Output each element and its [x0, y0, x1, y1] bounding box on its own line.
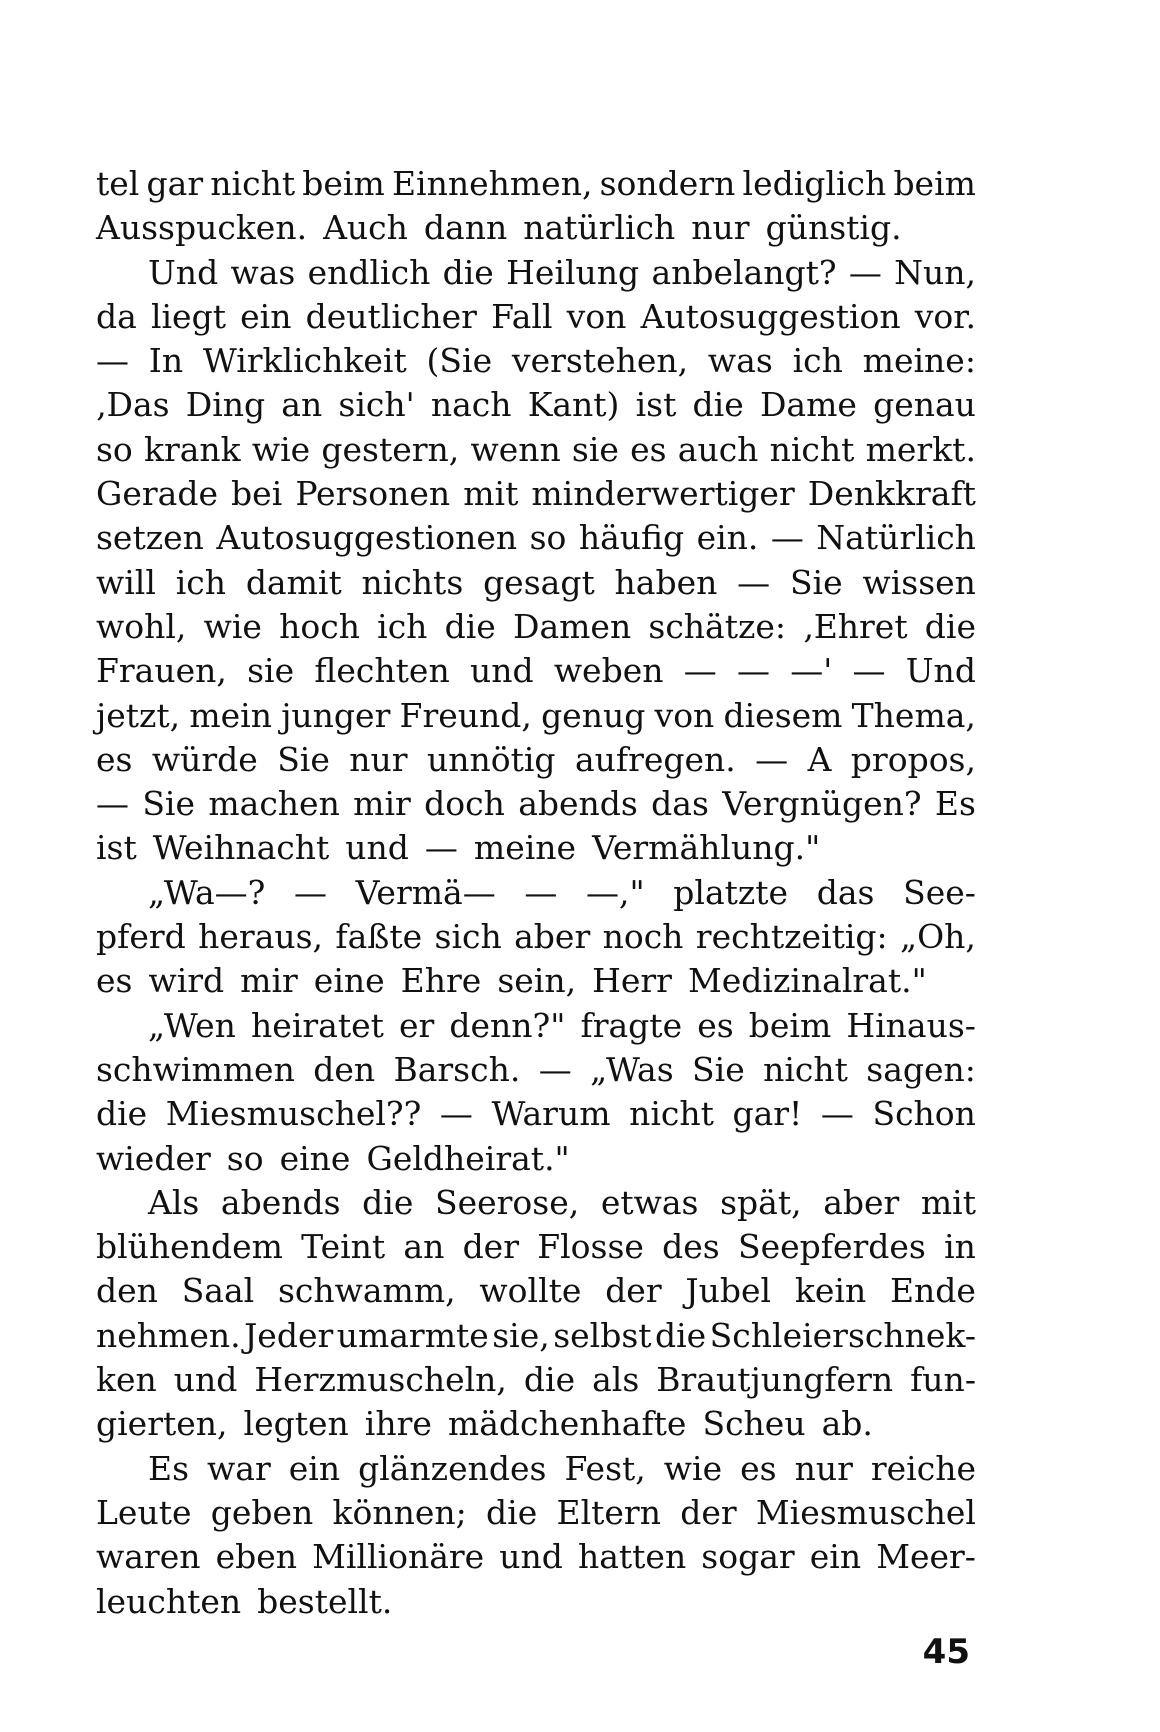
word: ein	[240, 296, 292, 336]
word: bestellt.	[257, 1581, 393, 1621]
word: das	[816, 872, 875, 912]
word: Leute	[96, 1492, 192, 1532]
word: die	[444, 606, 496, 646]
word: die	[362, 1182, 414, 1222]
word: fragte	[580, 1005, 683, 1045]
text-line	[96, 1447, 976, 1491]
word: nicht	[210, 164, 296, 203]
word: geben	[210, 1492, 314, 1532]
word: an	[281, 385, 323, 425]
word: Weihnacht	[152, 828, 330, 868]
word: waren	[96, 1537, 201, 1577]
word: diesem	[723, 695, 843, 735]
word: die	[96, 1094, 148, 1134]
word: Schleierschnek-	[709, 1315, 976, 1355]
word: aber	[823, 1182, 900, 1222]
word: die	[924, 606, 976, 646]
word: Sie	[277, 739, 330, 779]
word: es	[630, 429, 667, 469]
word: der	[462, 1227, 519, 1267]
word: nicht	[629, 1094, 714, 1134]
word: die	[523, 1360, 576, 1400]
word: propos,	[850, 739, 976, 779]
text-line	[96, 1048, 976, 1092]
word: Ende	[889, 1271, 976, 1311]
word: mit	[463, 474, 519, 514]
word: meine	[473, 828, 577, 868]
word: ‚Ehret	[803, 606, 908, 646]
word: Vermählung."	[592, 828, 821, 868]
word: Herr	[592, 961, 672, 1001]
word: mit	[920, 1182, 976, 1222]
word: und	[469, 651, 534, 691]
word: Ding	[185, 385, 266, 425]
word: wie	[251, 429, 311, 469]
word: Scheu	[702, 1404, 806, 1444]
word: Seerose,	[434, 1182, 580, 1222]
word: —	[293, 872, 327, 912]
word: Dame	[759, 385, 857, 425]
word: das	[651, 784, 709, 824]
word: der	[680, 1492, 737, 1532]
word: beim	[893, 164, 976, 203]
word: gar	[146, 164, 204, 203]
text-line	[96, 1402, 976, 1446]
word: nach	[430, 385, 512, 425]
word: doch	[424, 784, 505, 824]
text-line	[96, 1004, 976, 1048]
word: dann	[423, 208, 508, 248]
word: Nun,	[894, 252, 976, 292]
word: was	[707, 341, 773, 381]
word: ich	[175, 562, 227, 602]
word: da	[96, 296, 137, 336]
word: rechtzeitig:	[695, 917, 888, 957]
word: Ehre	[400, 961, 482, 1001]
word: wieder	[96, 1138, 211, 1178]
text-line	[96, 1137, 976, 1181]
text-line	[96, 1314, 976, 1358]
text-line	[96, 516, 976, 560]
word: Gerade	[96, 474, 218, 514]
word: gestern,	[321, 429, 460, 469]
word: —	[538, 1049, 572, 1089]
word: schwamm,	[277, 1271, 456, 1311]
word: Millionäre	[312, 1537, 485, 1577]
word: häufig	[578, 518, 685, 558]
word: blühendem	[96, 1227, 283, 1267]
word: Es	[148, 1448, 190, 1488]
word: schwimmen	[96, 1049, 295, 1089]
word: ‚Das	[96, 385, 170, 425]
word: ich	[377, 606, 428, 646]
word: so	[226, 1138, 264, 1178]
word: Eltern	[556, 1492, 661, 1532]
word: In	[148, 341, 184, 381]
text-line	[96, 428, 976, 472]
word: Flosse	[537, 1227, 644, 1267]
word: unnötig	[426, 739, 556, 779]
text-line	[96, 1181, 976, 1225]
word: sie,	[492, 1315, 550, 1355]
word: in	[944, 1227, 976, 1267]
word: —	[96, 784, 129, 824]
word: nur	[691, 208, 750, 248]
word: Einnehmen,	[391, 164, 593, 203]
word: gar!	[732, 1094, 803, 1134]
word: wird	[148, 961, 225, 1001]
word: Schon	[872, 1094, 976, 1134]
word: mir	[353, 784, 411, 824]
word: Als	[148, 1182, 200, 1222]
word: Autosuggestionen	[216, 518, 518, 558]
word: nur	[794, 1448, 853, 1488]
word: —'	[790, 651, 833, 691]
word: Medizinalrat."	[687, 961, 927, 1001]
text-line	[96, 1491, 976, 1535]
word: Kant)	[527, 385, 620, 425]
word: nur	[349, 739, 408, 779]
word: ist	[635, 385, 677, 425]
word: sich'	[338, 385, 415, 425]
word: endlich	[307, 252, 431, 292]
word: fun-	[910, 1360, 976, 1400]
word: als	[592, 1360, 640, 1400]
word: —	[770, 518, 804, 558]
text-line	[96, 694, 976, 738]
word: natürlich	[523, 208, 676, 248]
word: wollte	[479, 1271, 582, 1311]
word: anbelangt?	[651, 252, 837, 292]
word: hoch	[279, 606, 360, 646]
word: minderwertiger	[531, 474, 795, 514]
word: —	[736, 651, 770, 691]
word: meine:	[862, 341, 976, 381]
word: es	[740, 1448, 777, 1488]
word: es	[96, 961, 133, 1001]
word: platzte	[673, 872, 789, 912]
word: beim	[748, 1005, 832, 1045]
text-line	[96, 959, 976, 1003]
word: er	[398, 1005, 435, 1045]
text-line	[96, 1225, 976, 1269]
text-line	[96, 649, 976, 693]
word: hatten	[577, 1537, 687, 1577]
word: eben	[215, 1537, 297, 1577]
word: die	[655, 1315, 707, 1355]
word: sein,	[497, 961, 577, 1001]
word: selbst	[553, 1315, 652, 1355]
word: genug	[541, 695, 646, 735]
word: Brautjungfern	[656, 1360, 894, 1400]
word: mädchenhafte	[447, 1404, 687, 1444]
word: verstehen,	[511, 341, 689, 381]
word: Seepferdes	[737, 1227, 926, 1267]
word: nicht	[769, 429, 855, 469]
word: Denkkraft	[807, 474, 976, 514]
word: auch	[677, 429, 759, 469]
text-line	[96, 472, 976, 516]
page-number: 45	[922, 1632, 970, 1672]
word: die	[442, 252, 494, 292]
text-line	[96, 826, 976, 870]
word: Ausspucken.	[96, 208, 308, 248]
word: vor.	[914, 296, 976, 336]
word: Personen	[295, 474, 451, 514]
word: mein	[189, 695, 272, 735]
word: —	[424, 828, 458, 868]
word: setzen	[96, 518, 204, 558]
word: wissen	[862, 562, 976, 602]
word: —	[683, 651, 717, 691]
word: was	[230, 252, 296, 292]
word: etwas	[600, 1182, 699, 1222]
text-line	[96, 383, 976, 427]
word: Sie	[789, 562, 843, 602]
word: Natürlich	[816, 518, 976, 558]
word: haben	[614, 562, 718, 602]
word: A	[807, 739, 832, 779]
word: schätze:	[648, 606, 787, 646]
word: weben	[553, 651, 664, 691]
word: eine	[279, 1138, 351, 1178]
word: genau	[873, 385, 976, 425]
word: lediglich	[742, 164, 887, 203]
word: —	[439, 1094, 473, 1134]
word: Hinaus-	[846, 1005, 976, 1045]
word: an	[403, 1227, 445, 1267]
text-line	[96, 1580, 976, 1624]
word: wie	[663, 1448, 723, 1488]
word: —	[852, 651, 886, 691]
word: Freund,	[399, 695, 532, 735]
text-line	[96, 339, 976, 383]
word: —,"	[585, 872, 645, 912]
word: liegt	[150, 296, 226, 336]
word: Sie	[142, 784, 196, 824]
text-line	[96, 1535, 976, 1579]
word: ab.	[821, 1404, 873, 1444]
word: würde	[151, 739, 258, 779]
word: pferd	[96, 917, 186, 957]
word: ich	[792, 341, 843, 381]
word: machen	[208, 784, 340, 824]
word: legten	[243, 1404, 349, 1444]
word: Vergnügen?	[722, 784, 922, 824]
word: sagen:	[866, 1049, 976, 1089]
word: —	[848, 252, 882, 292]
word: heraus,	[198, 917, 324, 957]
text-line	[96, 162, 976, 206]
word: flechten	[314, 651, 450, 691]
word: günstig.	[765, 208, 902, 248]
word: ein	[809, 1537, 862, 1577]
text-line	[96, 871, 976, 915]
word: —	[524, 872, 558, 912]
word: —	[820, 1094, 854, 1134]
word: Teint	[301, 1227, 386, 1267]
word: so	[96, 429, 133, 469]
word: Sie	[692, 1049, 745, 1089]
word: Miesmuschel	[755, 1492, 976, 1532]
word: Thema,	[851, 695, 976, 735]
word: ist	[96, 828, 137, 868]
word: von	[654, 695, 715, 735]
word: Geldheirat."	[366, 1138, 570, 1178]
text-line	[96, 295, 976, 339]
word: Und	[905, 651, 976, 691]
word: umarmte	[336, 1315, 489, 1355]
word: Jubel	[685, 1271, 772, 1311]
word: junger	[281, 695, 391, 735]
word: eine	[313, 961, 385, 1001]
word: Und	[148, 252, 219, 292]
word: aufregen.	[574, 739, 736, 779]
word: heiratet	[251, 1005, 384, 1045]
word: des	[662, 1227, 720, 1267]
word: so	[529, 518, 567, 558]
word: leuchten	[96, 1581, 242, 1621]
word: können;	[332, 1492, 467, 1532]
word: —	[737, 562, 771, 602]
word: ihre	[364, 1404, 432, 1444]
word: krank	[143, 429, 241, 469]
word: —	[755, 739, 789, 779]
text-line	[96, 1358, 976, 1402]
word: wie	[203, 606, 262, 646]
body-text	[96, 162, 976, 1624]
word: Warum	[491, 1094, 611, 1134]
word: merkt.	[865, 429, 976, 469]
text-line	[96, 251, 976, 295]
word: nicht	[763, 1049, 848, 1089]
word: mir	[240, 961, 298, 1001]
word: es	[96, 739, 133, 779]
word: jetzt,	[96, 695, 181, 735]
word: sie	[247, 651, 295, 691]
word: die	[692, 385, 744, 425]
word: wohl,	[96, 606, 187, 646]
word: deutlicher	[305, 296, 477, 336]
word: sogar	[701, 1537, 795, 1577]
word: nehmen.	[96, 1315, 241, 1355]
word: Herzmuscheln,	[254, 1360, 507, 1400]
word: und	[345, 828, 409, 868]
word: beim	[302, 164, 385, 203]
text-line	[96, 1269, 976, 1313]
word: Wirklichkeit	[202, 341, 407, 381]
word: aber	[514, 917, 591, 957]
word: Jeder	[244, 1315, 334, 1355]
word: Damen	[513, 606, 632, 646]
word: gesagt	[483, 562, 595, 602]
text-line	[96, 1092, 976, 1136]
word: Saal	[181, 1271, 255, 1311]
word: der	[605, 1271, 662, 1311]
text-line	[96, 605, 976, 649]
word: ken	[96, 1360, 157, 1400]
text-line	[96, 782, 976, 826]
word: kein	[794, 1271, 867, 1311]
word: und	[499, 1537, 563, 1577]
word: es	[697, 1005, 734, 1045]
word: Meer-	[876, 1537, 976, 1577]
word: abends	[518, 784, 638, 824]
word: von	[566, 296, 627, 336]
word: „Wa—?	[148, 872, 266, 912]
word: den	[96, 1271, 158, 1311]
word: Miesmuschel??	[165, 1094, 422, 1134]
word: (Sie	[426, 341, 493, 381]
word: sondern	[599, 164, 736, 203]
word: „Oh,	[900, 917, 976, 957]
word: tel	[96, 164, 140, 203]
word: Frauen,	[96, 651, 227, 691]
word: die	[486, 1492, 538, 1532]
word: Auch	[323, 208, 408, 248]
word: Vermä—	[355, 872, 496, 912]
word: sie	[571, 429, 619, 469]
word: damit	[245, 562, 342, 602]
word: —	[96, 341, 129, 381]
word: abends	[220, 1182, 341, 1222]
word: faßte	[335, 917, 423, 957]
text-line	[96, 206, 976, 250]
word: Es	[934, 784, 976, 824]
word: „Wen	[148, 1005, 236, 1045]
word: den	[313, 1049, 376, 1089]
word: See-	[903, 872, 976, 912]
word: Heilung	[506, 252, 640, 292]
word: ein.	[696, 518, 759, 558]
word: „Was	[590, 1049, 674, 1089]
word: sich	[434, 917, 502, 957]
word: und	[173, 1360, 238, 1400]
word: glänzendes	[358, 1448, 547, 1488]
text-line	[96, 915, 976, 959]
text-line	[96, 738, 976, 782]
word: Autosuggestion	[640, 296, 901, 336]
word: ein	[288, 1448, 341, 1488]
word: reiche	[870, 1448, 976, 1488]
word: Barsch.	[393, 1049, 521, 1089]
word: Fest,	[564, 1448, 646, 1488]
text-line	[96, 561, 976, 605]
word: denn?"	[449, 1005, 566, 1045]
word: wenn	[470, 429, 561, 469]
word: noch	[602, 917, 684, 957]
word: nichts	[361, 562, 464, 602]
word: bei	[231, 474, 283, 514]
word: will	[96, 562, 156, 602]
word: gierten,	[96, 1404, 228, 1444]
word: war	[207, 1448, 271, 1488]
word: spät,	[720, 1182, 802, 1222]
word: Fall	[491, 296, 553, 336]
